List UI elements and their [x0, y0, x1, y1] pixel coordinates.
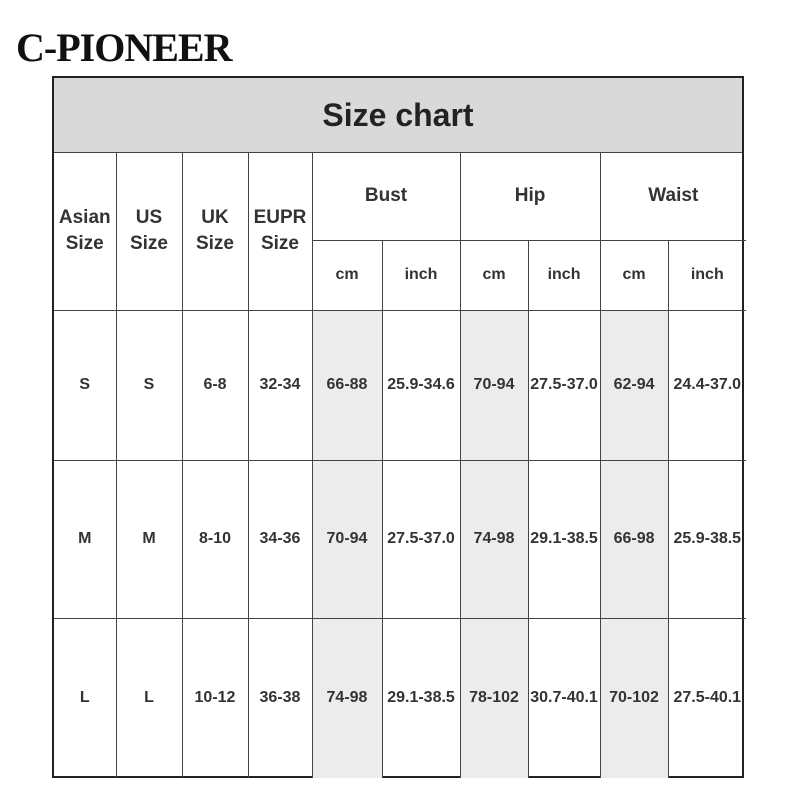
- cell-us-size: M: [116, 460, 182, 618]
- cell-bust-cm: 74-98: [312, 618, 382, 778]
- cell-uk-size: 6-8: [182, 310, 248, 460]
- header-waist-cm: cm: [600, 240, 668, 310]
- table-row: [54, 618, 746, 778]
- table-row: [54, 460, 746, 618]
- cell-bust-cm: 70-94: [312, 460, 382, 618]
- cell-uk-size: 8-10: [182, 460, 248, 618]
- cell-asian-size: S: [54, 310, 116, 460]
- cell-hip-cm: 74-98: [460, 460, 528, 618]
- cell-waist-cm: 66-98: [600, 460, 668, 618]
- cell-waist-inch: 27.5-40.1: [668, 618, 746, 778]
- cell-bust-cm: 66-88: [312, 310, 382, 460]
- header-hip: Hip: [460, 152, 600, 240]
- header-us-size: US Size: [116, 152, 182, 310]
- cell-hip-cm: 70-94: [460, 310, 528, 460]
- cell-eupr-size: 32-34: [248, 310, 312, 460]
- cell-bust-inch: 27.5-37.0: [382, 460, 460, 618]
- cell-asian-size: M: [54, 460, 116, 618]
- cell-waist-inch: 25.9-38.5: [668, 460, 746, 618]
- header-waist: Waist: [600, 152, 746, 240]
- cell-hip-inch: 27.5-37.0: [528, 310, 600, 460]
- header-uk-size: UK Size: [182, 152, 248, 310]
- header-row-group: [54, 152, 746, 240]
- table-row: [54, 310, 746, 460]
- cell-us-size: S: [116, 310, 182, 460]
- header-asian-size: Asian Size: [54, 152, 116, 310]
- cell-bust-inch: 29.1-38.5: [382, 618, 460, 778]
- cell-hip-inch: 29.1-38.5: [528, 460, 600, 618]
- header-hip-inch: inch: [528, 240, 600, 310]
- cell-us-size: L: [116, 618, 182, 778]
- size-chart: [52, 76, 744, 778]
- size-table: [54, 152, 746, 778]
- header-bust: Bust: [312, 152, 460, 240]
- cell-waist-cm: 62-94: [600, 310, 668, 460]
- cell-eupr-size: 34-36: [248, 460, 312, 618]
- header-bust-inch: inch: [382, 240, 460, 310]
- header-eupr-size: EUPR Size: [248, 152, 312, 310]
- cell-bust-inch: 25.9-34.6: [382, 310, 460, 460]
- cell-hip-cm: 78-102: [460, 618, 528, 778]
- header-waist-inch: inch: [668, 240, 746, 310]
- cell-hip-inch: 30.7-40.1: [528, 618, 600, 778]
- brand-logo: C-PIONEER: [16, 25, 232, 70]
- header-hip-cm: cm: [460, 240, 528, 310]
- cell-uk-size: 10-12: [182, 618, 248, 778]
- cell-waist-cm: 70-102: [600, 618, 668, 778]
- header-bust-cm: cm: [312, 240, 382, 310]
- cell-asian-size: L: [54, 618, 116, 778]
- cell-eupr-size: 36-38: [248, 618, 312, 778]
- chart-title: Size chart: [54, 78, 742, 153]
- cell-waist-inch: 24.4-37.0: [668, 310, 746, 460]
